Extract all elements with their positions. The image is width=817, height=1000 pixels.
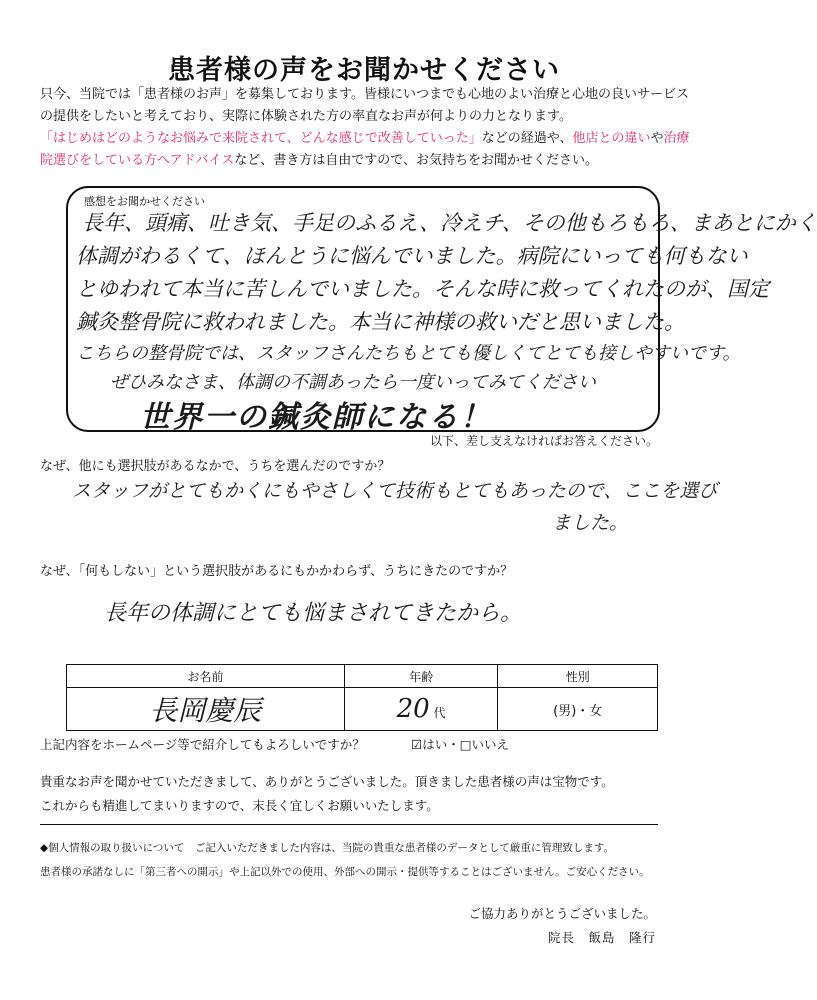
intro-highlight-2: 他店との違い — [572, 131, 651, 146]
signer-name: 院長 飯島 隆行 — [547, 930, 656, 945]
gender-value: (男)・女 — [553, 703, 603, 719]
impression-line: 体調がわるくて、ほんとうに悩んでいました。病院にいっても何もない — [76, 244, 748, 268]
impression-line: とゆわれて本当に苦しんでいました。そんな時に救ってくれたのが、国定 — [76, 277, 769, 301]
answer-why-chose-cont: ました。 — [552, 512, 629, 534]
intro-text-end: など、書き方は自由ですので、お気持ちをお聞かせください。 — [234, 153, 598, 168]
privacy-line-1: ◆個人情報の取り扱いについて ご記入いただきました内容は、当院の貴重な患者様のデータとして厳重に管理致します。 — [40, 842, 615, 854]
intro-paragraph: 只今、当院では「患者様のお声」を募集しております。皆様にいつまでも心地のよい治療と心地の良いサービスの提供をしたいと考えており、実際に体験された方の率直なお声が何よりの力となります。 — [40, 87, 689, 124]
impressions-label: 感想をお聞かせください — [84, 195, 205, 208]
thanks-line-1: 貴重なお声を聞かせていただきまして、ありがとうございました。頂きました患者様の声は宝物です。 — [40, 774, 614, 789]
name-cell — [67, 688, 345, 731]
consent-question: 上記内容をホームページ等で紹介してもよろしいですか？ — [40, 737, 365, 752]
thanks-line-2: これからも精進してまいりますので、末長く宜しくお願いいたします。 — [40, 798, 439, 813]
impression-line: こちらの整骨院では、スタッフさんたちもとても優しくてとても接しやすいです。 — [76, 343, 741, 364]
impression-highlight: 世界一の鍼灸師になる！ — [140, 400, 492, 435]
privacy-line-2: 患者様の承諾なしに「第三者への開示」や上記以外での使用、外部への開示・提供等することはございません。ご安心ください。 — [40, 866, 650, 878]
patient-info-table — [66, 664, 658, 731]
intro-highlight-3: 治療院選びをしている方へアドバイス — [40, 131, 690, 168]
age-value: 20 — [396, 694, 430, 724]
consent-options: ☑はい・□いいえ — [411, 737, 510, 752]
intro-text-mid: などの経過や、 — [481, 131, 573, 146]
name-value: 長岡慶辰 — [149, 694, 262, 727]
optional-note: 以下、差し支えなければお答えください。 — [429, 434, 658, 448]
age-cell — [344, 688, 498, 731]
intro-highlight-1: 「はじめはどのようなお悩みで来院されて、どんな感じで改善していった」 — [40, 131, 482, 146]
impression-line: 鍼灸整骨院に救われました。本当に神様の救いだと思いました。 — [76, 310, 685, 334]
impression-line: 長年、頭痛、吐き気、手足のふるえ、冷えチ、その他もろもろ、まあとにかく — [82, 211, 817, 235]
question-why-came: なぜ、「何もしない」という選択肢があるにもかかわらず、うちにきたのですか？ — [40, 564, 514, 579]
divider — [40, 824, 658, 825]
closing-text: ご協力ありがとうございました。 — [468, 906, 656, 921]
impression-line: ぜひみなさま、体調の不調あったら一度いってみてください — [110, 372, 596, 393]
intro-text — [40, 84, 700, 172]
name-header: お名前 — [67, 665, 345, 688]
age-header: 年齢 — [344, 665, 498, 688]
page-title: 患者様の声をお聞かせください — [168, 55, 560, 86]
question-why-chose: なぜ、他にも選択肢があるなかで、うちを選んだのですか？ — [40, 459, 391, 474]
age-unit: 代 — [433, 706, 446, 720]
answer-why-chose: スタッフがとてもかくにもやさしくて技術もとてもあったので、ここを選び — [72, 480, 718, 502]
gender-header: 性別 — [498, 665, 658, 688]
intro-text-mid2: や — [650, 131, 664, 146]
answer-why-came: 長年の体調にとても悩まされてきたから。 — [104, 601, 523, 626]
gender-cell — [498, 688, 658, 731]
